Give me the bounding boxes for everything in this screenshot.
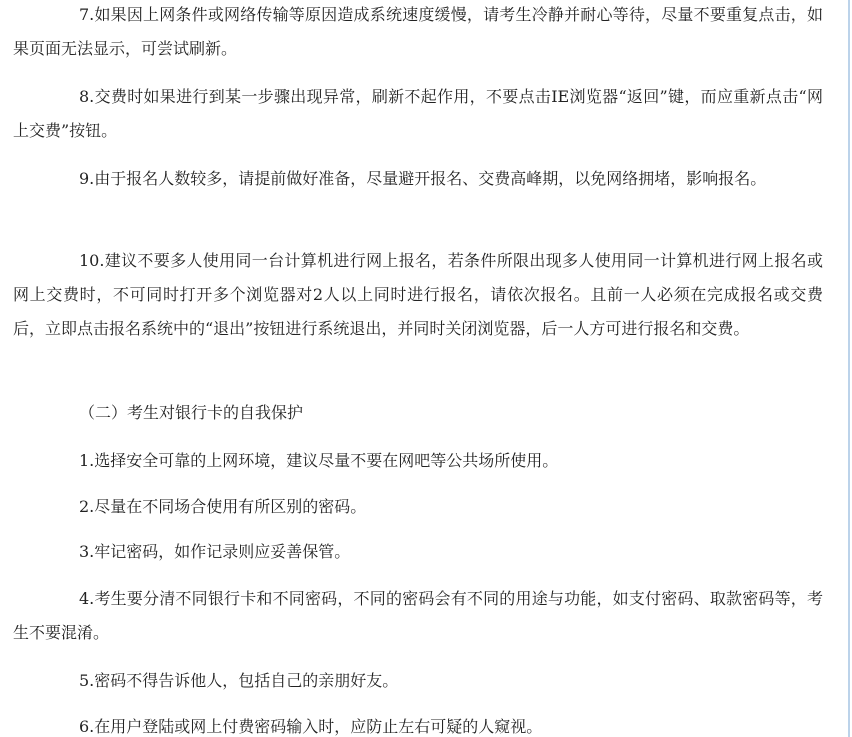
paragraph-item-7: 7.如果因上网条件或网络传输等原因造成系统速度缓慢，请考生冷静并耐心等待，尽量不要重复点击，如果页面无法显示，可尝试刷新。 xyxy=(13,5,823,58)
paragraph-item-2: 2.尽量在不同场合使用有所区别的密码。 xyxy=(79,497,367,516)
paragraph-item-5: 5.密码不得告诉他人，包括自己的亲朋好友。 xyxy=(79,671,399,690)
paragraph-item-8: 8.交费时如果进行到某一步骤出现异常，刷新不起作用，不要点击IE浏览器“返回”键，而应重新点击“网上交费”按钮。 xyxy=(13,87,823,140)
paragraph-item-4: 4.考生要分清不同银行卡和不同密码，不同的密码会有不同的用途与功能，如支付密码、取款密码等，考生不要混淆。 xyxy=(13,589,823,642)
section-heading: （二）考生对银行卡的自我保护 xyxy=(79,403,304,422)
paragraph-item-1: 1.选择安全可靠的上网环境，建议尽量不要在网吧等公共场所使用。 xyxy=(79,451,559,470)
paragraph-item-9: 9.由于报名人数较多，请提前做好准备，尽量避开报名、交费高峰期，以免网络拥堵，影响报名。 xyxy=(79,169,767,188)
paragraph-item-10: 10.建议不要多人使用同一台计算机进行网上报名，若条件所限出现多人使用同一计算机进行网上报名或网上交费时，不可同时打开多个浏览器对2人以上同时进行报名，请依次报名。且前一人必须在完成报名或交费后，立即点击报名系统中的“退出”按钮进行系统退出，并同时关闭浏览器，后一人方可进行报名和交费。 xyxy=(13,251,823,338)
paragraph-item-6: 6.在用户登陆或网上付费密码输入时，应防止左右可疑的人窥视。 xyxy=(79,717,543,736)
paragraph-item-3: 3.牢记密码，如作记录则应妥善保管。 xyxy=(79,542,351,561)
